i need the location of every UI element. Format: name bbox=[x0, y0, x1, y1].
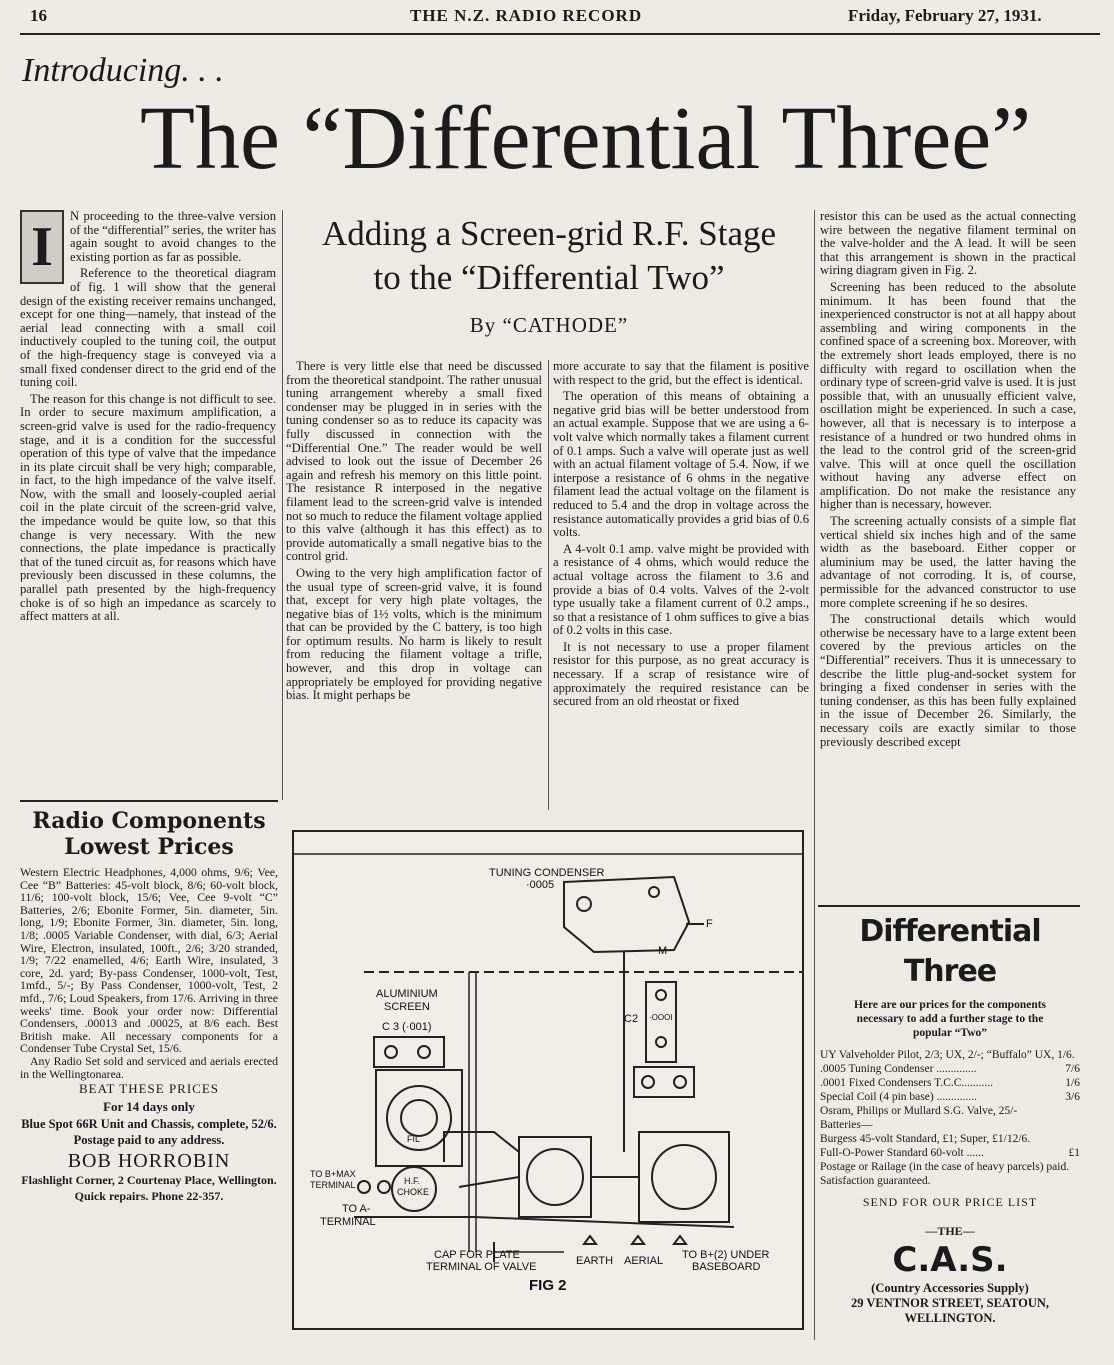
ad-right-the: —THE— bbox=[925, 1224, 975, 1238]
subheadline bbox=[286, 212, 812, 340]
article-column-2 bbox=[286, 360, 542, 815]
wire bbox=[459, 1177, 519, 1187]
ad-right-intro: Here are our prices for the components necessary to add a further stage to the popular “Two” bbox=[853, 999, 1047, 1039]
label-m: M bbox=[658, 945, 668, 957]
ad-offer: Blue Spot 66R Unit and Chassis, complete, 52/6. bbox=[21, 1117, 277, 1132]
c2-terminal bbox=[656, 1037, 666, 1047]
paragraph: resistor this can be used as the actual connecting wire between the negative filament terminal on the valve-holder and the A lead. It will be seen that this arrangement is shown in the practical wiring diagram given in Fig. 2. bbox=[820, 210, 1076, 278]
sg-valve-holder bbox=[376, 1070, 462, 1166]
price-row bbox=[820, 1062, 1080, 1076]
choke-terminal bbox=[378, 1181, 390, 1193]
ad-rule bbox=[818, 905, 1080, 907]
socket-pin bbox=[642, 1076, 654, 1088]
label-to-b-max: TO B+MAX bbox=[310, 1169, 356, 1179]
ad-seller-name: BOB HORROBIN bbox=[67, 1150, 231, 1173]
paragraph: Reference to the theoretical diagram of fig. 1 will show that the general design of the existing receiver remains unchanged, except for one thing—namely, that instead of the aerial lead connecting with a small coil inductively coupled to the tuning coil, the output of the high-frequency stage is conveyed via a small fixed condenser direct to the grid end of the tuning coil. bbox=[20, 266, 276, 390]
price-item-name: Burgess 45-volt Standard, £1; Super, £1/12/6. bbox=[820, 1133, 1031, 1145]
label-terminal-a: TERMINAL bbox=[320, 1216, 376, 1228]
ad-right-send: SEND FOR OUR PRICE LIST bbox=[862, 1195, 1038, 1209]
price-item-name: Postage or Railage (in the case of heavy parcels) paid. Satisfaction guaranteed. bbox=[820, 1161, 1070, 1187]
c2-condenser bbox=[646, 982, 676, 1062]
label-choke: CHOKE bbox=[397, 1187, 430, 1197]
ad-differential-three bbox=[820, 912, 1080, 1325]
label-baseboard: BASEBOARD bbox=[692, 1261, 761, 1273]
price-item-price: 7/6 bbox=[1065, 1063, 1080, 1075]
paragraph: It is not necessary to use a proper filament resistor for this purpose, as no great accuracy is necessary. If a scrap of resistance wire of approximately the required resistance can be secured from an old rheostat or fixed bbox=[553, 639, 809, 709]
earth-terminal bbox=[584, 1236, 596, 1244]
column-divider bbox=[548, 360, 549, 810]
tuning-condenser-knob bbox=[577, 897, 591, 911]
paragraph: A 4-volt 0.1 amp. valve might be provided with a resistance of 4 ohms, which would reduce the actual voltage across the filament to 3.6 and provide a bias of 0.4 volts. Valves of the 2-volt type usually take a filament current of 0.2 amps., so that a resistance of 1 ohm suffices to give a bias of 0.2 volts in this case. bbox=[553, 541, 809, 638]
article-column-4 bbox=[820, 210, 1076, 895]
price-item-name: Full-O-Power Standard 60-volt ...... bbox=[820, 1147, 984, 1159]
issue-date: Friday, February 27, 1931. bbox=[848, 6, 1042, 25]
page-number: 16 bbox=[30, 6, 47, 25]
label-f: F bbox=[706, 918, 713, 930]
ad-rule bbox=[20, 800, 278, 802]
figure-caption: FIG 2 bbox=[529, 1277, 567, 1294]
label-c2-value: ·OOOI bbox=[649, 1013, 673, 1022]
paragraph: The screening actually consists of a simple flat vertical shield six inches high and of the same width as the baseboard. Either copper or aluminium may be used, the latter having the advantage of not corroding. It is, of course, permissible for the advanced constructor to use more complete screening if he so desires. bbox=[820, 514, 1076, 610]
subheadline-line-1: Adding a Screen-grid R.F. Stage bbox=[321, 214, 777, 253]
c2-terminal bbox=[656, 990, 666, 1000]
ad-right-title: Differential Three bbox=[859, 914, 1041, 989]
ad-beat: BEAT THESE PRICES bbox=[78, 1081, 220, 1097]
label-c2: C2 bbox=[624, 1013, 639, 1025]
paragraph: The operation of this means of obtaining a negative grid bias will be better understood from an actual example. Suppose that we are using a 6-volt valve which normally takes a filament current of 0.1 amps. Such a valve will operate just as well with an actual filament voltage of 5.4. Now, if we interpose a resistance of 6 ohms in the negative filament lead the actual voltage on the filament is reduced to 5.4 and the drop in voltage across the resistance automatically provides a grid bias of 0.6 volts. bbox=[553, 389, 809, 540]
price-row bbox=[820, 1048, 1080, 1062]
price-row bbox=[820, 1160, 1080, 1188]
ad-days: For 14 days only bbox=[103, 1099, 195, 1115]
label-to-a-minus: TO A- bbox=[342, 1203, 371, 1215]
label-screen: SCREEN bbox=[384, 1001, 430, 1013]
label-tuning-value: ·0005 bbox=[526, 879, 555, 891]
socket-pin bbox=[674, 1076, 686, 1088]
c3-terminal bbox=[385, 1046, 397, 1058]
tuning-condenser-shape bbox=[564, 877, 689, 952]
kicker: Introducing. . . bbox=[22, 52, 224, 89]
column-divider bbox=[814, 210, 815, 1340]
price-item-name: .0005 Tuning Condenser .............. bbox=[820, 1063, 977, 1075]
label-to-b2: TO B+(2) UNDER bbox=[682, 1249, 770, 1261]
ad-right-address-2: WELLINGTON. bbox=[904, 1311, 996, 1325]
label-fil: FIL bbox=[407, 1134, 421, 1144]
price-row bbox=[820, 1132, 1080, 1146]
masthead-rule bbox=[20, 33, 1100, 35]
figure-2-wiring-diagram bbox=[292, 830, 804, 1330]
drop-cap: I bbox=[20, 210, 64, 284]
paragraph: more accurate to say that the filament is positive with respect to the grid, but the effect is identical. bbox=[553, 360, 809, 387]
label-aluminium: ALUMINIUM bbox=[376, 988, 438, 1000]
output-valve-socket bbox=[652, 1145, 716, 1209]
main-headline: The “Differential Three” bbox=[140, 89, 1032, 188]
label-cap-for-plate: CAP FOR PLATE bbox=[434, 1249, 520, 1261]
price-item-name: UY Valveholder Pilot, 2/3; UX, 2/-; “Buffalo” UX, 1/6. bbox=[820, 1049, 1075, 1061]
ad-seller-phone: Quick repairs. Phone 22-357. bbox=[74, 1189, 224, 1204]
price-item-price: £1 bbox=[1068, 1147, 1080, 1159]
ad-service: Any Radio Set sold and serviced and aerials erected in the Wellingtonarea. bbox=[20, 1053, 278, 1081]
paragraph: Owing to the very high amplification factor of the usual type of screen-grid valve, it is found that, except for very high plate voltages, the negative bias of 1½ volts, which is the minimum that can be provided by the C battery, is too high for optimum results. No harm is likely to result from reducing the filament voltage a trifle, however, and this drop in voltage can appropriately be employed for providing negative bias. It might perhaps be bbox=[286, 565, 542, 703]
price-item-price: 1/6 bbox=[1065, 1077, 1080, 1089]
label-terminal: TERMINAL bbox=[310, 1180, 356, 1190]
paragraph: The reason for this change is not difficult to see. In order to secure maximum amplification, a screen-grid valve is used for the radio-frequency stage, and it is a condition for the successful operation of this type of valve that the impedance in its plate circuit shall be very high; comparable, in fact, to the high impedance of the valve itself. Now, with the small and loosely-coupled aerial coil in the plate circuit of the screen-grid valve, the impedance would be quite low, so that this change is very necessary. With the new connections, the plate impedance is practically that of the tuned circuit as, for reasons which have previously been discussed in these columns, the parallel path presented by the high-frequency choke is of so high an impedance as scarcely to affect matters at all. bbox=[20, 391, 276, 624]
ad-right-brand: C.A.S. bbox=[892, 1240, 1008, 1280]
article-column-1 bbox=[20, 210, 276, 790]
paragraph: Screening has been reduced to the absolute minimum. It has been found that the inexperienced constructor is not at all happy about assembling and wiring components in the confined space of a screening box. Moreover, with the extremely short leads employed, there is no difficulty with regard to oscillation when the ordinary type of screen-grid valve is used. It is just possible that, with an unusually efficient valve, oscillation might be experienced. In such a case, however, all that is necessary is to interpose a resistance of a hundred or two hundred ohms in the lead to the control grid of the screen-grid valve. This will at once quell the oscillation without having any adverse effect on amplification. Do not make the resistance any higher than is necessary, however. bbox=[820, 279, 1076, 512]
paragraph: There is very little else that need be discussed from the theoretical standpoint. The rather unusual tuning arrangement whereby a small fixed condenser may be plugged in in series with the tuning condenser so as to reduce its capacity was fully discussed in connection with the “Differential One.” The reader would be well advised to look out the issue of December 26 again and refresh his memory on this little point. The resistance R interposed in the negative filament lead to the screen-grid valve is intended not so much to reduce the filament voltage applied to this valve (although it has this effect) as to provide automatically a small negative bias to the control grid. bbox=[286, 360, 542, 564]
label-terminal-of-valve: TERMINAL OF VALVE bbox=[426, 1261, 537, 1273]
ad-title-1: Radio Components bbox=[32, 808, 266, 834]
subheadline-line-2: to the “Differential Two” bbox=[373, 258, 725, 297]
choke-terminal bbox=[358, 1181, 370, 1193]
ad-postage: Postage paid to any address. bbox=[73, 1133, 225, 1148]
aerial-terminal bbox=[632, 1236, 644, 1244]
b-plus-terminal bbox=[674, 1236, 686, 1244]
price-row bbox=[820, 1118, 1080, 1132]
ad-right-address-1: 29 VENTNOR STREET, SEATOUN, bbox=[850, 1296, 1050, 1310]
c3-terminal bbox=[418, 1046, 430, 1058]
price-list bbox=[820, 1048, 1080, 1188]
label-earth: EARTH bbox=[576, 1255, 614, 1267]
label-aerial: AERIAL bbox=[624, 1255, 664, 1267]
byline: By “CATHODE” bbox=[469, 313, 629, 337]
detector-valve-socket bbox=[527, 1149, 583, 1205]
ad-right-brand-full: (Country Accessories Supply) bbox=[871, 1281, 1029, 1295]
price-row bbox=[820, 1076, 1080, 1090]
wire bbox=[444, 1132, 519, 1162]
label-hf: H.F. bbox=[404, 1176, 421, 1186]
article-column-3 bbox=[553, 360, 809, 815]
publication-name: THE N.Z. RADIO RECORD bbox=[410, 6, 643, 25]
tuning-condenser-lug bbox=[649, 887, 659, 897]
ad-title-2: Lowest Prices bbox=[64, 834, 234, 860]
price-item-name: Batteries— bbox=[820, 1119, 873, 1131]
ad-seller-address: Flashlight Corner, 2 Courtenay Place, Wellington. bbox=[21, 1173, 277, 1188]
label-c3: C 3 (·001) bbox=[382, 1021, 432, 1033]
price-row bbox=[820, 1104, 1080, 1118]
wiring-diagram-svg bbox=[294, 832, 802, 1328]
price-row bbox=[820, 1146, 1080, 1160]
price-item-name: Special Coil (4 pin base) .............. bbox=[820, 1091, 977, 1103]
ad-radio-components bbox=[20, 808, 278, 1328]
column-divider bbox=[282, 210, 283, 800]
paragraph: N proceeding to the three-valve version of the “differential” series, the writer has again sought to avoid changes to the existing portion as far as possible. bbox=[70, 210, 276, 264]
sg-valve-ring bbox=[401, 1100, 437, 1136]
price-item-price: 3/6 bbox=[1065, 1091, 1080, 1103]
price-item-name: .0001 Fixed Condensers T.C.C........... bbox=[820, 1077, 994, 1089]
label-tuning-condenser: TUNING CONDENSER bbox=[489, 867, 605, 879]
price-row bbox=[820, 1090, 1080, 1104]
price-item-name: Osram, Philips or Mullard S.G. Valve, 25/- bbox=[820, 1105, 1018, 1117]
paragraph: The constructional details which would otherwise be necessary have to a large extent been covered by the previous articles on the “Differential” receivers. Thus it is unnecessary to describe the little plug-and-socket system for bringing a fixed condenser in series with the tuning condenser, as this has been fully explained in the issue of December 26. Similarly, the necessary coils are exactly similar to those previously described except bbox=[820, 612, 1076, 749]
ad-body: Western Electric Headphones, 4,000 ohms, 9/6; Vee, Cee “B” Batteries: 45-volt block, 8/6; 60-volt block, 11/6; 100-volt block, 15/6; Vee, Cee 9-volt “C” Batteries, 2/6; Ebonite Former, 5in. diameter, 5in. long, 1/9; Ebonite Former, 3in. diameter, 5in. long, 1/8; .0005 Variable Condenser, with dial, 6/3; Aerial Wire, Electron, insulated, 100ft., 2/6; 3/20 stranded, 1/9; 7/22 enamelled, 4/6; Earth Wire, insulated, 3 core, 2d. yard; By-pass Condenser, 1000-volt, Test, 1mfd., 5/-; By Pass Condenser, 1000-volt, Test, 2 mfd., 7/6; Loud Speakers, from 17/6. Arriving in three weeks' time. Book your order now: Differential Condensers, .00013 and .00025, at 8/6 each. Best British make. All necessary components for a Condenser Tube Crystal Set, 15/6. bbox=[20, 865, 278, 1056]
